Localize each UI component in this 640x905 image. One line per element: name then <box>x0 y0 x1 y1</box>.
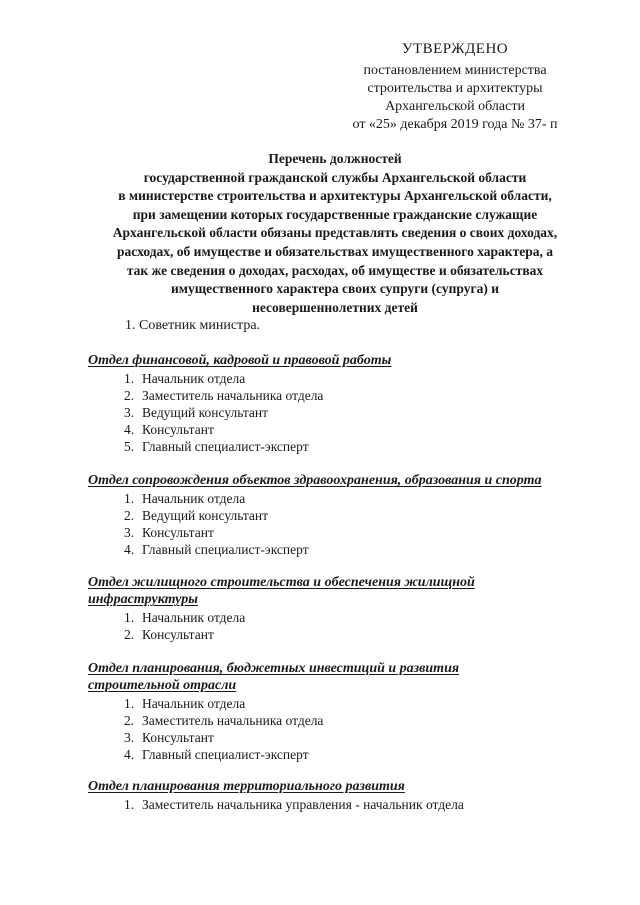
item-number: 2. <box>124 388 135 403</box>
approval-title: УТВЕРЖДЕНО <box>401 41 509 57</box>
section-territorial-planning <box>88 778 588 813</box>
title-line: несовершеннолетних детей <box>252 299 418 315</box>
section-title: Отдел планирования, бюджетных инвестиций и развития <box>88 661 460 676</box>
approval-date-line: от «25» декабря 2019 года № 37- п <box>352 117 558 132</box>
title-line: так же сведения о доходах, расходах, об имуществе и обязательствах <box>126 262 544 278</box>
section-planning-budget-investment <box>88 660 588 763</box>
title-line: имущественного характера своих супруги (супруга) и <box>170 281 500 297</box>
list-item <box>88 524 588 541</box>
item-label: Заместитель начальника управления - начальник отдела <box>142 797 464 812</box>
item-label: Ведущий консультант <box>142 508 269 523</box>
title-line: при замещении которых государственные гражданские служащие <box>132 206 538 222</box>
item-label: Консультант <box>142 730 214 745</box>
item-label: Консультант <box>142 422 214 437</box>
item-label: Заместитель начальника отдела <box>142 713 324 728</box>
approval-line: постановлением министерства <box>363 63 547 78</box>
item-label: Начальник отдела <box>142 610 246 625</box>
item-label: Начальник отдела <box>142 696 246 711</box>
item-number: 1. <box>124 696 135 711</box>
item-label: Консультант <box>142 627 214 642</box>
item-number: 3. <box>124 730 135 745</box>
title-line: Перечень должностей <box>268 151 402 166</box>
item-label: Начальник отдела <box>142 491 246 506</box>
list-item <box>88 626 588 643</box>
section-title: строительной отрасли <box>88 678 237 693</box>
item-number: 3. <box>124 525 135 540</box>
approval-block <box>330 40 580 134</box>
section-finance-hr-legal <box>88 352 588 455</box>
section-title: Отдел финансовой, кадровой и правовой работы <box>88 353 392 368</box>
item-number: 2. <box>124 627 135 642</box>
list-item <box>88 609 588 626</box>
position-list <box>88 796 588 813</box>
item-number: 1. <box>124 491 135 506</box>
position-list <box>88 695 588 763</box>
list-item <box>88 541 588 558</box>
item-number: 1. <box>124 371 135 386</box>
list-item <box>88 387 588 404</box>
item-number: 4. <box>124 422 135 437</box>
list-item <box>88 746 588 763</box>
list-item <box>88 404 588 421</box>
item-label: Главный специалист-эксперт <box>142 439 309 454</box>
item-number: 2. <box>124 508 135 523</box>
item-number: 4. <box>124 542 135 557</box>
approval-line: Архангельской области <box>385 99 525 114</box>
list-item <box>88 712 588 729</box>
item-number: 1. <box>124 797 135 812</box>
section-title: Отдел жилищного строительства и обеспечения жилищной <box>88 575 475 590</box>
title-line: расходах, об имуществе и обязательствах имущественного характера, а <box>117 243 553 259</box>
list-item <box>88 507 588 524</box>
approval-line: строительства и архитектуры <box>367 81 543 96</box>
title-line: в министерстве строительства и архитектуры Архангельской области, <box>118 188 552 204</box>
list-item <box>88 695 588 712</box>
item-label: Заместитель начальника отдела <box>142 388 324 403</box>
item-label: Главный специалист-эксперт <box>142 747 309 762</box>
item-number: 1. <box>124 610 135 625</box>
item-number: 4. <box>124 747 135 762</box>
list-item <box>88 370 588 387</box>
document-title <box>80 150 590 317</box>
item-label: Начальник отдела <box>142 371 246 386</box>
section-housing-construction <box>88 574 588 643</box>
item-label: Ведущий консультант <box>142 405 269 420</box>
list-item <box>88 421 588 438</box>
section-title: Отдел планирования территориального развития <box>88 779 405 794</box>
list-item <box>88 438 588 455</box>
item-label: Консультант <box>142 525 214 540</box>
section-title: Отдел сопровождения объектов здравоохранения, образования и спорта <box>88 473 542 488</box>
item-number: 5. <box>124 439 135 454</box>
title-line: государственной гражданской службы Архангельской области <box>143 169 527 185</box>
position-list <box>88 490 588 558</box>
advisor-position: 1. Советник министра. <box>125 318 261 333</box>
section-title: инфраструктуры <box>88 592 198 607</box>
item-number: 2. <box>124 713 135 728</box>
item-label: Главный специалист-эксперт <box>142 542 309 557</box>
list-item <box>88 796 588 813</box>
section-healthcare-education-sport <box>88 472 588 558</box>
title-line: Архангельской области обязаны представлять сведения о своих доходах, <box>112 225 558 241</box>
list-item <box>88 490 588 507</box>
item-number: 3. <box>124 405 135 420</box>
position-list <box>88 370 588 455</box>
position-list <box>88 609 588 643</box>
list-item <box>88 729 588 746</box>
